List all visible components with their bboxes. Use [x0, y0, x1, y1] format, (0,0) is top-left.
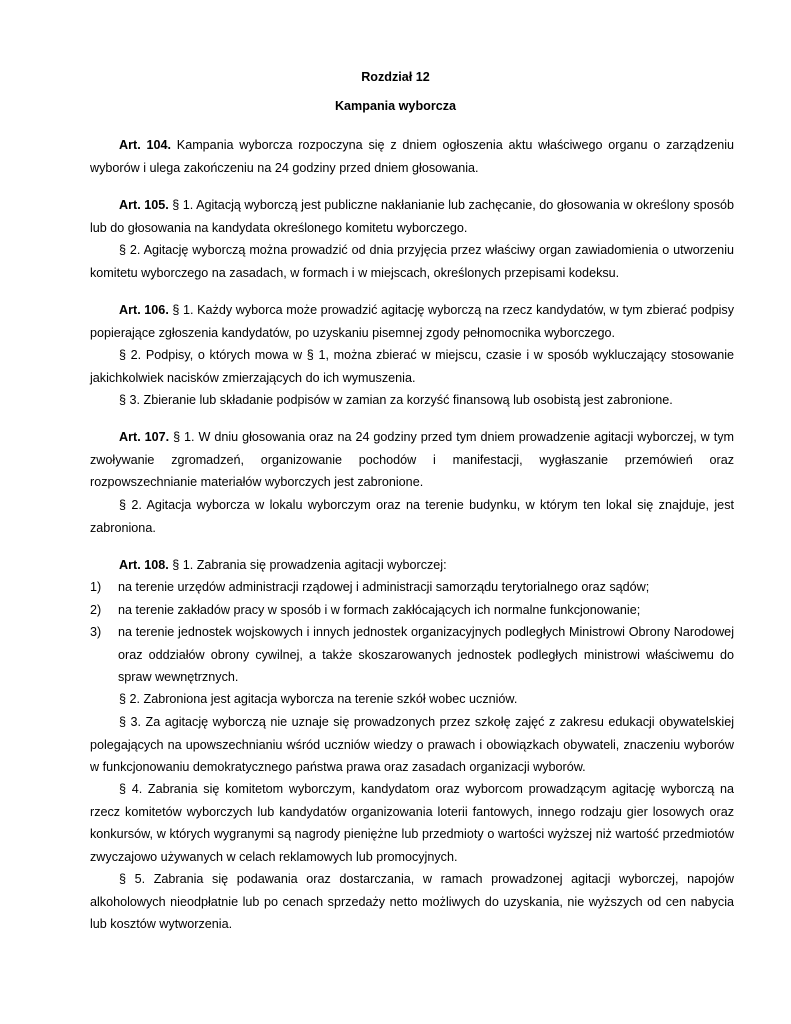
list-item-text: na terenie urzędów administracji rządowej i administracji samorządu terytorialnego oraz sądów; [118, 580, 650, 594]
art-107-par-2: § 2. Agitacja wyborcza w lokalu wyborczym oraz na terenie budynku, w którym ten lokal się znajduje, jest zabroniona. [90, 498, 734, 535]
art-107-label: Art. 107. [119, 430, 170, 444]
art-108-label: Art. 108. [119, 558, 169, 572]
art-107-p1-text: § 1. W dniu głosowania oraz na 24 godziny przed tym dniem prowadzenie agitacji wyborczej, w tym zwoływanie zgromadzeń, organizowanie pochodów i manifestacji, wygłaszanie przemówień oraz rozpowszechnianie materiałów wyborczych jest zabronione. [90, 430, 734, 490]
chapter-title: Kampania wyborcza [334, 99, 457, 113]
art-104-text: Kampania wyborcza rozpoczyna się z dniem ogłoszenia aktu właściwego organu o zarządzeniu wyborów i ulega zakończeniu na 24 godziny przed dniem głosowania. [90, 138, 734, 175]
art-105-label: Art. 105. [119, 198, 169, 212]
art-106-label: Art. 106. [119, 303, 169, 317]
art-108-par-5: § 5. Zabrania się podawania oraz dostarczania, w ramach prowadzonej agitacji wyborczej, napojów alkoholowych nieodpłatnie lub po cenach sprzedaży netto możliwych do uzyskania, nie wyższych od cen nabycia lub kosztów wytworzenia. [90, 872, 734, 932]
art-108-par-2: § 2. Zabroniona jest agitacja wyborcza na terenie szkół wobec uczniów. [119, 692, 518, 706]
list-item-text: na terenie jednostek wojskowych i innych jednostek organizacyjnych podległych Ministrowi Obrony Narodowej oraz oddziałów obrony cywilnej, a także skoszarowanych jednostek podległych ministrowi właściwemu do spraw wewnętrznych. [118, 625, 734, 685]
list-item-number: 1) [90, 580, 102, 594]
art-105-p1-text: § 1. Agitacją wyborczą jest publiczne nakłanianie lub zachęcanie, do głosowania w określony sposób lub do głosowania na kandydata określonego komitetu wyborczego. [90, 198, 735, 235]
list-item [90, 576, 734, 599]
list-item-number: 3) [90, 625, 102, 639]
list-item [90, 621, 734, 689]
list-item [90, 599, 734, 622]
art-108-par-4: § 4. Zabrania się komitetom wyborczym, kandydatom oraz wyborcom prowadzącym agitację wyborczą na rzecz komitetów wyborczych lub kandydatów organizowania loterii fantowych, innego rodzaju gier losowych oraz konkursów, w których wygranymi są nagrody pieniężne lub przedmioty o wartości wyższej niż wartość przedmiotów zwyczajowo używanych w celach reklamowych lub promocyjnych. [90, 782, 734, 864]
art-106-p1-text: § 1. Każdy wyborca może prowadzić agitację wyborczą na rzecz kandydatów, w tym zbierać podpisy popierające zgłoszenia kandydatów, po uzyskaniu pisemnej zgody pełnomocnika wyborczego. [90, 303, 734, 340]
art-105-par-2: § 2. Agitację wyborczą można prowadzić od dnia przyjęcia przez właściwy organ zawiadomienia o utworzeniu komitetu wyborczego na zasadach, w formach i w miejscach, określonych przepisami kodeksu. [90, 243, 734, 280]
chapter-heading: Rozdział 12 [361, 70, 430, 84]
art-108-p1-text: § 1. Zabrania się prowadzenia agitacji wyborczej: [168, 558, 447, 572]
art-104 [90, 134, 734, 179]
art-104-label: Art. 104. [119, 138, 171, 152]
art-106-par-2: § 2. Podpisy, o których mowa w § 1, można zbierać w miejscu, czasie i w sposób wykluczający stosowanie jakichkolwiek nacisków zmierzających do ich wymuszenia. [90, 348, 734, 385]
list-item-text: na terenie zakładów pracy w sposób i w formach zakłócających ich normalne funkcjonowanie; [118, 603, 641, 617]
art-108-par-1 [90, 554, 734, 577]
art-105-par-1 [90, 194, 734, 239]
art-108-par-3: § 3. Za agitację wyborczą nie uznaje się prowadzonych przez szkołę zajęć z zakresu edukacji obywatelskiej polegających na upowszechnianiu wśród uczniów wiedzy o prawach i obowiązkach obywateli, znaczeniu wyborów w funkcjonowaniu demokratycznego państwa prawa oraz zasadach organizacji wyborów. [90, 715, 734, 775]
list-item-number: 2) [90, 603, 102, 617]
art-106-par-1 [90, 299, 734, 344]
art-106-par-3: § 3. Zbieranie lub składanie podpisów w zamian za korzyść finansową lub osobistą jest zabronione. [119, 393, 673, 407]
art-107-par-1 [90, 426, 734, 494]
